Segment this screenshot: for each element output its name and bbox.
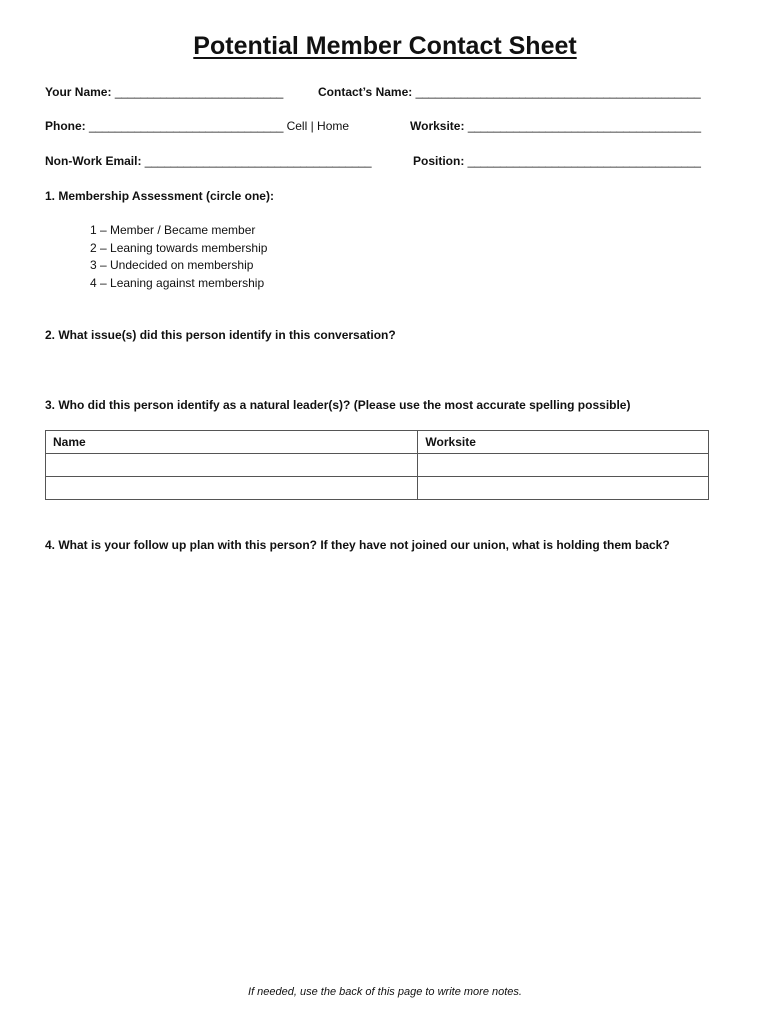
page-title: Potential Member Contact Sheet [193,32,577,60]
leader-name-cell[interactable] [46,454,418,477]
contacts-name-field[interactable] [318,85,700,99]
question-1: 1. Membership Assessment (circle one): [45,189,274,203]
table-row [46,454,709,477]
leaders-header-worksite: Worksite [418,431,709,454]
position-label: Position: [413,154,465,168]
contacts-name-blank[interactable]: ____________________________________________ [415,85,701,99]
nonwork-email-blank[interactable]: ___________________________________ [144,154,372,168]
contacts-name-label: Contact’s Name: [318,85,413,99]
nonwork-email-field[interactable] [45,154,371,168]
leaders-table [45,430,709,500]
question-2: 2. What issue(s) did this person identify in this conversation? [45,328,396,342]
phone-blank[interactable]: ______________________________ [89,119,284,133]
worksite-blank[interactable]: ____________________________________ [467,119,701,133]
worksite-field[interactable] [410,119,701,133]
phone-type-options[interactable]: Cell | Home [286,119,350,133]
nonwork-email-label: Non-Work Email: [45,154,142,168]
question-3: 3. Who did this person identify as a natural leader(s)? (Please use the most accurate spelling possible) [45,398,631,412]
position-blank[interactable]: ____________________________________ [467,154,701,168]
assessment-option-4[interactable]: 4 – Leaning against membership [90,275,265,290]
question-4: 4. What is your follow up plan with this person? If they have not joined our union, what is holding them back? [45,538,670,552]
assessment-option-2[interactable]: 2 – Leaning towards membership [90,240,268,255]
your-name-label: Your Name: [45,85,112,99]
leaders-header-name: Name [46,431,418,454]
your-name-field[interactable] [45,85,283,99]
footer-note: If needed, use the back of this page to write more notes. [248,986,522,998]
leader-name-cell[interactable] [46,477,418,500]
leaders-table-header-row [46,431,709,454]
position-field[interactable] [413,154,701,168]
phone-label: Phone: [45,119,86,133]
your-name-blank[interactable]: __________________________ [114,85,284,99]
assessment-options [90,222,267,292]
assessment-option-1[interactable]: 1 – Member / Became member [90,223,256,237]
assessment-option-3[interactable]: 3 – Undecided on membership [90,258,254,272]
worksite-label: Worksite: [410,119,465,133]
phone-field[interactable] [45,119,349,133]
leader-worksite-cell[interactable] [418,454,709,477]
table-row [46,477,709,500]
leader-worksite-cell[interactable] [418,477,709,500]
